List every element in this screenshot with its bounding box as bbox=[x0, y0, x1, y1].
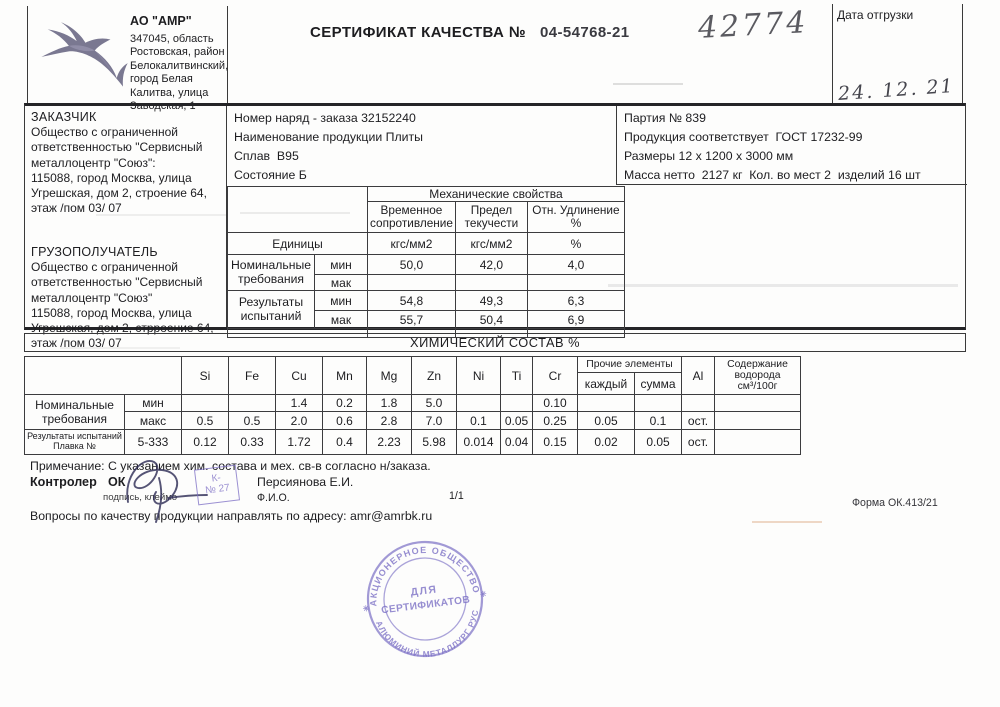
customer-line: Угрешская, дом 2, строение 64, bbox=[31, 186, 207, 201]
chem-value-cell: 0.15 bbox=[533, 430, 578, 455]
supplier-address-line: Белокалитвинский, bbox=[130, 59, 229, 72]
customer-block bbox=[31, 110, 223, 216]
mech-unit-cell: кгс/мм2 bbox=[455, 233, 527, 255]
mech-value-cell: 50,4 bbox=[455, 311, 527, 329]
chem-value-cell: 0.05 bbox=[578, 412, 635, 430]
chem-min-label: мин bbox=[125, 395, 182, 412]
chem-value-cell: 0.5 bbox=[229, 412, 276, 430]
chem-element-header: Cr bbox=[533, 357, 578, 395]
consignee-line: Общество с ограниченной bbox=[31, 260, 178, 275]
supplier-header-cell bbox=[27, 6, 229, 113]
note-line: Примечание: С указанием хим. состава и мех. св-в согласно н/заказа. bbox=[30, 459, 431, 473]
chem-sum-header: сумма bbox=[635, 373, 682, 395]
chem-value-cell bbox=[682, 395, 715, 412]
chem-value-cell: 0.5 bbox=[182, 412, 229, 430]
mechanical-properties-section bbox=[227, 186, 625, 338]
consignee-label: ГРУЗОПОЛУЧАТЕЛЬ bbox=[31, 245, 158, 259]
chem-value-cell: 0.04 bbox=[501, 430, 533, 455]
mech-column-header: Предел текучести bbox=[455, 202, 527, 233]
chem-max-label: макс bbox=[125, 412, 182, 430]
chem-melt-label: Плавка № bbox=[53, 441, 96, 451]
chem-value-cell: 5.98 bbox=[412, 430, 457, 455]
chem-element-header: Zn bbox=[412, 357, 457, 395]
certificate-number: 04-54768-21 bbox=[539, 24, 630, 41]
mech-column-header: Отн. Удлинение % bbox=[527, 202, 624, 233]
chemical-composition-section bbox=[24, 356, 801, 455]
chem-value-cell: 0.014 bbox=[457, 430, 501, 455]
chem-value-cell: 0.12 bbox=[182, 430, 229, 455]
supplier-address-line: 347045, область bbox=[130, 33, 214, 45]
chem-value-cell bbox=[182, 395, 229, 412]
mech-value-cell: 42,0 bbox=[455, 255, 527, 275]
dimensions-line: Размеры 12 х 1200 х 3000 мм bbox=[624, 149, 794, 163]
ship-date-cell bbox=[832, 4, 963, 106]
mechanical-properties-table bbox=[227, 186, 625, 338]
batch-info-box bbox=[616, 106, 967, 185]
order-number-line: Номер наряд - заказа 32152240 bbox=[234, 111, 416, 125]
batch-number-line: Партия № 839 bbox=[624, 111, 706, 125]
chem-element-header: Ni bbox=[457, 357, 501, 395]
supplier-address-line: Ростовская, район bbox=[130, 46, 225, 59]
consignee-line: металлоцентр "Союз" bbox=[31, 290, 153, 305]
handwritten-ship-date: 24. 12. 21 bbox=[837, 74, 956, 106]
inspector-stamp-line2: № 27 bbox=[204, 482, 231, 497]
mech-value-cell: 50,0 bbox=[368, 255, 456, 275]
chem-value-cell: 0.33 bbox=[229, 430, 276, 455]
mech-section-title: Механические свойства bbox=[368, 187, 625, 202]
supplier-address-line: Калитва, улица bbox=[130, 86, 209, 99]
supplier-address-line: город Белая bbox=[130, 73, 193, 86]
chem-value-cell: 2.0 bbox=[276, 412, 323, 430]
stamp-center-line2: СЕРТИФИКАТОВ bbox=[380, 594, 471, 617]
chem-element-header: Mn bbox=[323, 357, 367, 395]
chem-value-cell: 0.05 bbox=[501, 412, 533, 430]
chem-value-cell: 0.2 bbox=[323, 395, 367, 412]
mech-min-label: мин bbox=[315, 255, 368, 275]
chem-value-cell bbox=[715, 412, 801, 430]
mech-results-label: Результаты испытаний bbox=[228, 291, 315, 329]
chem-value-cell: 2.8 bbox=[367, 412, 412, 430]
chem-value-cell bbox=[457, 395, 501, 412]
chem-value-cell bbox=[715, 395, 801, 412]
mech-corner-cell bbox=[228, 187, 368, 233]
chem-hydrogen-header: Содержание водорода см³/100г bbox=[715, 357, 801, 395]
mech-value-cell: 6,9 bbox=[527, 311, 624, 329]
name-caption: Ф.И.О. bbox=[257, 492, 290, 504]
stamp-side-mark-right: ✳ bbox=[479, 589, 488, 600]
scan-artifact bbox=[752, 521, 822, 523]
swallow-logo-icon bbox=[32, 20, 134, 96]
mech-unit-cell: кгс/мм2 bbox=[368, 233, 456, 255]
contact-line: Вопросы по качеству продукции направлять по адресу: amr@amrbk.ru bbox=[30, 509, 433, 523]
parties-column bbox=[25, 106, 227, 351]
chem-value-cell: 0.4 bbox=[323, 430, 367, 455]
chem-value-cell: 1.72 bbox=[276, 430, 323, 455]
product-name-line: Наименование продукции Плиты bbox=[234, 130, 423, 144]
mech-unit-cell: % bbox=[527, 233, 624, 255]
mech-nominal-label: Номинальные требования bbox=[228, 255, 315, 291]
chem-value-cell bbox=[635, 395, 682, 412]
form-number: Форма ОК.413/21 bbox=[852, 497, 938, 509]
order-info-box bbox=[227, 106, 616, 185]
gost-line: Продукция соответствует ГОСТ 17232-99 bbox=[624, 130, 863, 144]
mass-line: Масса нетто 2127 кг Кол. во мест 2 изделий 16 шт bbox=[624, 168, 921, 182]
mech-value-cell bbox=[368, 275, 456, 291]
chem-value-cell: 0.05 bbox=[635, 430, 682, 455]
chem-element-header: Mg bbox=[367, 357, 412, 395]
chem-value-cell: 0.25 bbox=[533, 412, 578, 430]
chem-al-header: Al bbox=[682, 357, 715, 395]
stamp-bottom-arc-text: АЛЮМИНИЙ МЕТАЛЛУРГ РУС bbox=[373, 608, 481, 660]
controller-dept: ОК bbox=[108, 475, 126, 489]
mech-value-cell: 4,0 bbox=[527, 255, 624, 275]
mech-column-header: Временное сопротивление bbox=[368, 202, 456, 233]
customer-line: 115088, город Москва, улица bbox=[31, 170, 192, 185]
consignee-line: этаж /пом 03/ 07 bbox=[31, 336, 122, 351]
mech-value-cell: 49,3 bbox=[455, 291, 527, 311]
ship-date-label: Дата отгрузки bbox=[837, 8, 914, 22]
consignee-line: Угрешская, дом 2, стрроение 64, bbox=[31, 321, 214, 336]
customer-line: Общество с ограниченной bbox=[31, 125, 178, 140]
chem-melt-number: 5-333 bbox=[125, 430, 182, 455]
chem-value-cell: 5.0 bbox=[412, 395, 457, 412]
chem-value-cell: 0.6 bbox=[323, 412, 367, 430]
inspector-stamp-line1: К- bbox=[210, 472, 222, 485]
mech-value-cell: 54,8 bbox=[368, 291, 456, 311]
stamp-top-arc-text: АКЦИОНЕРНОЕ ОБЩЕСТВО bbox=[368, 544, 482, 607]
chem-value-cell bbox=[715, 430, 801, 455]
scan-artifact bbox=[613, 83, 683, 85]
customer-line: металлоцентр "Союз": bbox=[31, 155, 156, 170]
customer-line: ответственностью "Сервисный bbox=[31, 140, 203, 155]
chem-value-cell bbox=[578, 395, 635, 412]
mech-units-label: Единицы bbox=[228, 233, 368, 255]
mech-value-cell: 6,3 bbox=[527, 291, 624, 311]
chem-value-cell: 0.1 bbox=[635, 412, 682, 430]
customer-label: ЗАКАЗЧИК bbox=[31, 110, 97, 124]
chem-element-header: Si bbox=[182, 357, 229, 395]
page-number: 1/1 bbox=[449, 490, 464, 502]
controller-label: Контролер bbox=[30, 475, 97, 489]
controller-name: Персиянова Е.И. bbox=[257, 475, 354, 489]
chem-value-cell: 0.1 bbox=[457, 412, 501, 430]
stamp-center-line1: ДЛЯ bbox=[409, 583, 439, 599]
stamp-side-mark-left: ✳ bbox=[362, 603, 370, 614]
supplier-address-line: Заводская, 1 bbox=[130, 100, 196, 113]
mech-value-cell: 55,7 bbox=[368, 311, 456, 329]
chem-value-cell: ост. bbox=[682, 430, 715, 455]
chem-value-cell: ост. bbox=[682, 412, 715, 430]
alloy-line: Сплав В95 bbox=[234, 149, 299, 163]
signature-caption: подпись, клеймо bbox=[103, 492, 178, 503]
customer-line: этаж /пом 03/ 07 bbox=[31, 201, 122, 216]
chem-value-cell: 0.10 bbox=[533, 395, 578, 412]
mech-value-cell bbox=[455, 275, 527, 291]
chem-value-cell bbox=[501, 395, 533, 412]
chem-other-elements-header: Прочие элементы bbox=[578, 357, 682, 373]
chemical-composition-table bbox=[24, 356, 801, 455]
chem-element-header: Ti bbox=[501, 357, 533, 395]
round-stamp bbox=[350, 524, 500, 674]
consignee-line: 115088, город Москва, улица bbox=[31, 305, 192, 320]
mech-max-label: мак bbox=[315, 275, 368, 291]
chem-element-header: Cu bbox=[276, 357, 323, 395]
document-title bbox=[310, 24, 629, 41]
chem-value-cell: 2.23 bbox=[367, 430, 412, 455]
title-label: СЕРТИФИКАТ КАЧЕСТВА № bbox=[310, 24, 526, 41]
chem-each-header: каждый bbox=[578, 373, 635, 395]
chem-value-cell: 7.0 bbox=[412, 412, 457, 430]
mech-min-label: мин bbox=[315, 291, 368, 311]
mech-value-cell bbox=[527, 275, 624, 291]
chem-results-label-line1: Результаты испытаний bbox=[27, 431, 122, 442]
chem-nominal-label: Номинальные требования bbox=[25, 395, 125, 430]
chem-corner-cell bbox=[25, 357, 182, 395]
consignee-line: ответственностью "Сервисный bbox=[31, 275, 203, 290]
inspector-stamp bbox=[194, 465, 240, 506]
chem-element-header: Fe bbox=[229, 357, 276, 395]
chem-value-cell: 1.8 bbox=[367, 395, 412, 412]
condition-line: Состояние Б bbox=[234, 168, 307, 182]
handwritten-number: 42774 bbox=[697, 5, 810, 46]
chem-value-cell bbox=[229, 395, 276, 412]
supplier-name: АО "АМР" bbox=[130, 14, 192, 28]
chem-value-cell: 0.02 bbox=[578, 430, 635, 455]
mech-max-label: мак bbox=[315, 311, 368, 329]
chem-value-cell: 1.4 bbox=[276, 395, 323, 412]
chem-section-title-bar: ХИМИЧЕСКИЙ СОСТАВ % bbox=[24, 333, 966, 352]
